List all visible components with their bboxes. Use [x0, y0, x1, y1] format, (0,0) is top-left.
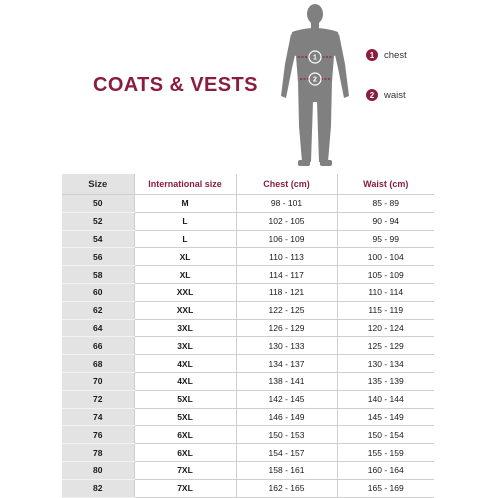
size-cell: 70: [62, 372, 134, 390]
table-row: [62, 283, 434, 301]
legend-label: waist: [384, 89, 406, 101]
chest-cell: 98 - 101: [236, 195, 337, 213]
table-header-row: [62, 174, 434, 195]
chest-cell: 142 - 145: [236, 390, 337, 408]
legend-number-badge: 2: [366, 89, 378, 101]
international-size-cell: XXL: [134, 301, 236, 319]
size-cell: 52: [62, 212, 134, 230]
waist-cell: 110 - 114: [337, 283, 434, 301]
international-size-cell: 6XL: [134, 444, 236, 462]
table-row: [62, 372, 434, 390]
legend-number-badge: 1: [366, 49, 378, 61]
international-size-cell: XL: [134, 248, 236, 266]
chest-cell: 130 - 133: [236, 337, 337, 355]
international-size-cell: L: [134, 212, 236, 230]
legend-label: chest: [384, 49, 407, 61]
table-row: [62, 390, 434, 408]
chest-cell: 138 - 141: [236, 372, 337, 390]
chest-cell: 134 - 137: [236, 355, 337, 373]
chest-cell: 110 - 113: [236, 248, 337, 266]
size-cell: 64: [62, 319, 134, 337]
international-size-cell: M: [134, 195, 236, 213]
international-size-cell: 3XL: [134, 319, 236, 337]
size-cell: 62: [62, 301, 134, 319]
table-row: [62, 426, 434, 444]
waist-cell: 120 - 124: [337, 319, 434, 337]
waist-cell: 140 - 144: [337, 390, 434, 408]
size-cell: 68: [62, 355, 134, 373]
table-row: [62, 248, 434, 266]
waist-cell: 90 - 94: [337, 212, 434, 230]
header-international-size: International size: [134, 174, 236, 195]
size-cell: 66: [62, 337, 134, 355]
size-cell: 76: [62, 426, 134, 444]
human-silhouette-icon: [270, 2, 360, 172]
chest-cell: 102 - 105: [236, 212, 337, 230]
size-cell: 80: [62, 461, 134, 479]
international-size-cell: 6XL: [134, 426, 236, 444]
chest-cell: 150 - 153: [236, 426, 337, 444]
table-row: [62, 212, 434, 230]
international-size-cell: XL: [134, 266, 236, 284]
table-row: [62, 266, 434, 284]
table-body: [62, 195, 434, 498]
waist-cell: 160 - 164: [337, 461, 434, 479]
waist-cell: 145 - 149: [337, 408, 434, 426]
table-row: [62, 461, 434, 479]
table-row: [62, 408, 434, 426]
waist-cell: 165 - 169: [337, 479, 434, 497]
international-size-cell: L: [134, 230, 236, 248]
marker-1-label: 1: [313, 54, 317, 62]
size-cell: 60: [62, 283, 134, 301]
table-row: [62, 230, 434, 248]
size-cell: 50: [62, 195, 134, 213]
table-row: [62, 301, 434, 319]
international-size-cell: 4XL: [134, 355, 236, 373]
waist-cell: 150 - 154: [337, 426, 434, 444]
waist-cell: 135 - 139: [337, 372, 434, 390]
international-size-cell: 5XL: [134, 390, 236, 408]
legend-item-waist: [366, 89, 406, 101]
size-cell: 58: [62, 266, 134, 284]
marker-2-label: 2: [313, 76, 317, 84]
size-cell: 54: [62, 230, 134, 248]
size-chart-table: [62, 174, 434, 498]
header-chest: Chest (cm): [236, 174, 337, 195]
chest-cell: 154 - 157: [236, 444, 337, 462]
international-size-cell: XXL: [134, 283, 236, 301]
legend-item-chest: [366, 49, 407, 61]
table-row: [62, 337, 434, 355]
table-row: [62, 319, 434, 337]
table-row: [62, 195, 434, 213]
waist-cell: 155 - 159: [337, 444, 434, 462]
chest-cell: 126 - 129: [236, 319, 337, 337]
waist-cell: 100 - 104: [337, 248, 434, 266]
waist-cell: 130 - 134: [337, 355, 434, 373]
international-size-cell: 7XL: [134, 479, 236, 497]
waist-cell: 95 - 99: [337, 230, 434, 248]
table-row: [62, 444, 434, 462]
table-row: [62, 479, 434, 497]
header-size: Size: [62, 174, 134, 195]
international-size-cell: 3XL: [134, 337, 236, 355]
header-waist: Waist (cm): [337, 174, 434, 195]
size-cell: 74: [62, 408, 134, 426]
chest-cell: 114 - 117: [236, 266, 337, 284]
chest-cell: 118 - 121: [236, 283, 337, 301]
chest-cell: 122 - 125: [236, 301, 337, 319]
table-row: [62, 355, 434, 373]
international-size-cell: 7XL: [134, 461, 236, 479]
chest-cell: 158 - 161: [236, 461, 337, 479]
waist-cell: 125 - 129: [337, 337, 434, 355]
international-size-cell: 5XL: [134, 408, 236, 426]
chest-cell: 106 - 109: [236, 230, 337, 248]
waist-cell: 105 - 109: [337, 266, 434, 284]
waist-cell: 85 - 89: [337, 195, 434, 213]
size-cell: 56: [62, 248, 134, 266]
size-cell: 72: [62, 390, 134, 408]
chest-cell: 146 - 149: [236, 408, 337, 426]
size-cell: 82: [62, 479, 134, 497]
waist-cell: 115 - 119: [337, 301, 434, 319]
chest-cell: 162 - 165: [236, 479, 337, 497]
page-title: COATS & VESTS: [93, 74, 258, 96]
size-cell: 78: [62, 444, 134, 462]
international-size-cell: 4XL: [134, 372, 236, 390]
